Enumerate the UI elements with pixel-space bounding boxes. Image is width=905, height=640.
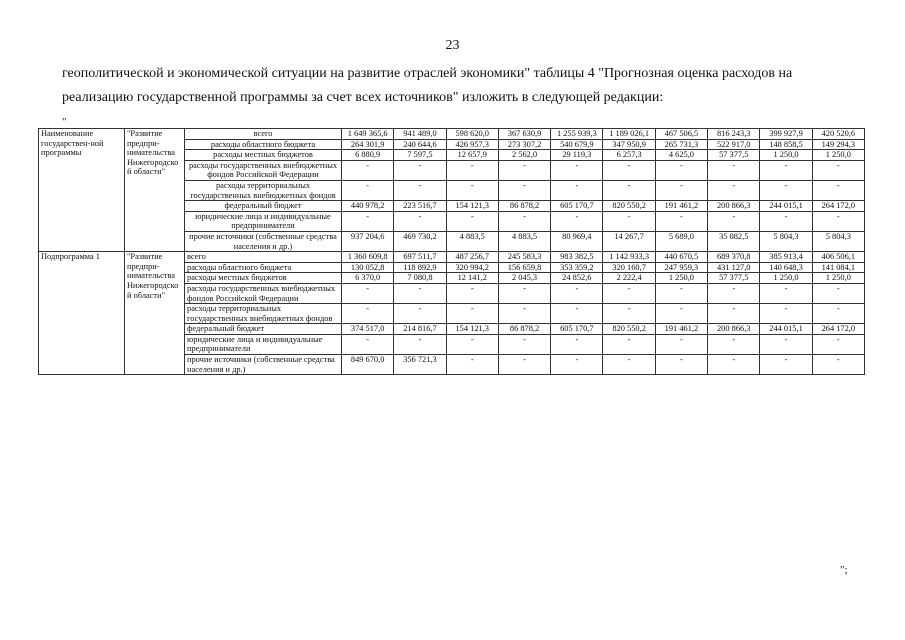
amount-cell: - xyxy=(551,334,603,354)
amount-cell: 7 080,8 xyxy=(394,273,446,284)
amount-cell: 320 994,2 xyxy=(446,262,498,273)
funding-source-cell: всего xyxy=(185,129,342,140)
funding-source-cell: всего xyxy=(185,252,342,263)
funding-source-cell: федеральный бюджет xyxy=(185,324,342,335)
amount-cell: - xyxy=(498,334,550,354)
amount-cell: 487 256,7 xyxy=(446,252,498,263)
amount-cell: 598 620,0 xyxy=(446,129,498,140)
amount-cell: - xyxy=(708,283,760,303)
amount-cell: 12 657,9 xyxy=(446,150,498,161)
amount-cell: 522 917,0 xyxy=(708,139,760,150)
funding-source-cell: расходы государственных внебюджетных фондов Российской Федерации xyxy=(185,283,342,303)
amount-cell: - xyxy=(342,180,394,200)
amount-cell: 240 644,6 xyxy=(394,139,446,150)
amount-cell: - xyxy=(394,334,446,354)
amount-cell: 141 084,1 xyxy=(812,262,864,273)
amount-cell: - xyxy=(551,283,603,303)
program-title-cell: "Развитие предпри-нимательства Нижегородской области" xyxy=(125,129,185,252)
amount-cell: 14 267,7 xyxy=(603,231,655,251)
amount-cell: - xyxy=(603,334,655,354)
amount-cell: 29 119,3 xyxy=(551,150,603,161)
intro-line-1: геополитической и экономической ситуации на развитие отраслей экономики" таблицы 4 "Прогнозная оценка расходов на xyxy=(62,66,793,81)
amount-cell: 200 866,3 xyxy=(708,324,760,335)
amount-cell: 264 172,0 xyxy=(812,201,864,212)
amount-cell: - xyxy=(812,180,864,200)
amount-cell: 86 878,2 xyxy=(498,324,550,335)
amount-cell: 4 883,5 xyxy=(498,231,550,251)
amount-cell: - xyxy=(760,304,812,324)
amount-cell: 1 189 026,1 xyxy=(603,129,655,140)
amount-cell: - xyxy=(498,180,550,200)
amount-cell: - xyxy=(603,304,655,324)
amount-cell: 605 170,7 xyxy=(551,324,603,335)
amount-cell: 399 927,9 xyxy=(760,129,812,140)
amount-cell: - xyxy=(603,355,655,375)
amount-cell: 148 858,5 xyxy=(760,139,812,150)
amount-cell: 820 550,2 xyxy=(603,201,655,212)
amount-cell: 154 121,3 xyxy=(446,324,498,335)
funding-source-cell: расходы территориальных государственных внебюджетных фондов xyxy=(185,304,342,324)
amount-cell: - xyxy=(760,160,812,180)
amount-cell: 5 804,3 xyxy=(812,231,864,251)
page-number: 23 xyxy=(445,38,460,53)
intro-line-2: реализацию государственной программы за счет всех источников" изложить в следующей редакции: xyxy=(62,90,664,105)
amount-cell: - xyxy=(551,211,603,231)
amount-cell: 86 878,2 xyxy=(498,201,550,212)
amount-cell: - xyxy=(446,304,498,324)
funding-source-cell: юридические лица и индивидуальные предприниматели xyxy=(185,211,342,231)
amount-cell: 214 816,7 xyxy=(394,324,446,335)
amount-cell: 24 852,6 xyxy=(551,273,603,284)
amount-cell: - xyxy=(394,304,446,324)
amount-cell: - xyxy=(603,180,655,200)
amount-cell: 264 172,0 xyxy=(812,324,864,335)
funding-source-cell: расходы территориальных государственных внебюджетных фондов xyxy=(185,180,342,200)
amount-cell: - xyxy=(708,180,760,200)
amount-cell: 149 294,3 xyxy=(812,139,864,150)
amount-cell: 467 506,5 xyxy=(655,129,707,140)
amount-cell: 353 359,2 xyxy=(551,262,603,273)
amount-cell: - xyxy=(342,211,394,231)
program-level-cell: Подпрограмма 1 xyxy=(39,252,125,375)
amount-cell: - xyxy=(760,211,812,231)
amount-cell: 264 301,9 xyxy=(342,139,394,150)
intro-paragraph xyxy=(62,62,862,110)
amount-cell: 1 250,0 xyxy=(760,273,812,284)
amount-cell: - xyxy=(708,160,760,180)
amount-cell: 265 731,3 xyxy=(655,139,707,150)
amount-cell: - xyxy=(446,283,498,303)
amount-cell: - xyxy=(342,304,394,324)
amount-cell: 5 689,0 xyxy=(655,231,707,251)
amount-cell: 1 360 609,8 xyxy=(342,252,394,263)
amount-cell: 156 659,8 xyxy=(498,262,550,273)
funding-source-cell: прочие источники (собственные средства населения и др.) xyxy=(185,355,342,375)
amount-cell: 1 142 933,3 xyxy=(603,252,655,263)
amount-cell: - xyxy=(655,334,707,354)
amount-cell: - xyxy=(342,283,394,303)
amount-cell: 1 250,0 xyxy=(812,273,864,284)
amount-cell: 941 489,0 xyxy=(394,129,446,140)
amount-cell: 1 250,0 xyxy=(655,273,707,284)
amount-cell: 367 630,9 xyxy=(498,129,550,140)
amount-cell: 4 625,0 xyxy=(655,150,707,161)
funding-source-cell: расходы государственных внебюджетных фондов Российской Федерации xyxy=(185,160,342,180)
amount-cell: 385 913,4 xyxy=(760,252,812,263)
amount-cell: 200 866,3 xyxy=(708,201,760,212)
amount-cell: - xyxy=(446,160,498,180)
amount-cell: 118 892,9 xyxy=(394,262,446,273)
amount-cell: 6 880,9 xyxy=(342,150,394,161)
amount-cell: - xyxy=(603,211,655,231)
amount-cell: - xyxy=(342,160,394,180)
amount-cell: 244 015,1 xyxy=(760,201,812,212)
amount-cell: 191 461,2 xyxy=(655,201,707,212)
amount-cell: 154 121,3 xyxy=(446,201,498,212)
amount-cell: 57 377,5 xyxy=(708,273,760,284)
amount-cell: - xyxy=(446,334,498,354)
amount-cell: - xyxy=(551,304,603,324)
funding-source-cell: прочие источники (собственные средства населения и др.) xyxy=(185,231,342,251)
funding-source-cell: юридические лица и индивидуальные предприниматели xyxy=(185,334,342,354)
amount-cell: - xyxy=(812,355,864,375)
amount-cell: 130 052,8 xyxy=(342,262,394,273)
funding-source-cell: расходы местных бюджетов xyxy=(185,273,342,284)
program-level-cell: Наименование государствен-ной программы xyxy=(39,129,125,252)
amount-cell: 223 516,7 xyxy=(394,201,446,212)
amount-cell: 7 597,5 xyxy=(394,150,446,161)
amount-cell: - xyxy=(708,334,760,354)
amount-cell: - xyxy=(812,334,864,354)
amount-cell: - xyxy=(551,180,603,200)
amount-cell: 320 160,7 xyxy=(603,262,655,273)
amount-cell: 816 243,3 xyxy=(708,129,760,140)
amount-cell: 57 377,5 xyxy=(708,150,760,161)
funding-source-cell: расходы областного бюджета xyxy=(185,139,342,150)
amount-cell: 469 730,2 xyxy=(394,231,446,251)
amount-cell: 4 883,5 xyxy=(446,231,498,251)
funding-source-cell: федеральный бюджет xyxy=(185,201,342,212)
amount-cell: 431 127,0 xyxy=(708,262,760,273)
amount-cell: 35 082,5 xyxy=(708,231,760,251)
amount-cell: - xyxy=(342,334,394,354)
amount-cell: 1 649 365,6 xyxy=(342,129,394,140)
amount-cell: 2 562,0 xyxy=(498,150,550,161)
amount-cell: 12 141,2 xyxy=(446,273,498,284)
budget-table-body xyxy=(39,129,865,375)
funding-source-cell: расходы областного бюджета xyxy=(185,262,342,273)
amount-cell: - xyxy=(446,355,498,375)
amount-cell: - xyxy=(708,211,760,231)
amount-cell: 1 250,0 xyxy=(812,150,864,161)
amount-cell: 2 222,4 xyxy=(603,273,655,284)
amount-cell: - xyxy=(708,355,760,375)
amount-cell: 1 250,0 xyxy=(760,150,812,161)
closing-quote-mark: "; xyxy=(840,564,848,576)
amount-cell: 245 583,3 xyxy=(498,252,550,263)
amount-cell: - xyxy=(551,355,603,375)
amount-cell: - xyxy=(708,304,760,324)
amount-cell: - xyxy=(446,180,498,200)
amount-cell: - xyxy=(655,160,707,180)
amount-cell: - xyxy=(760,334,812,354)
amount-cell: 406 506,1 xyxy=(812,252,864,263)
amount-cell: 937 204,6 xyxy=(342,231,394,251)
amount-cell: - xyxy=(498,211,550,231)
amount-cell: 273 307,2 xyxy=(498,139,550,150)
amount-cell: 356 721,3 xyxy=(394,355,446,375)
amount-cell: - xyxy=(760,180,812,200)
amount-cell: 5 804,3 xyxy=(760,231,812,251)
amount-cell: 2 045,3 xyxy=(498,273,550,284)
amount-cell: - xyxy=(603,283,655,303)
amount-cell: - xyxy=(603,160,655,180)
amount-cell: 605 170,7 xyxy=(551,201,603,212)
amount-cell: 1 255 939,3 xyxy=(551,129,603,140)
amount-cell: - xyxy=(812,283,864,303)
amount-cell: - xyxy=(655,355,707,375)
amount-cell: 191 461,2 xyxy=(655,324,707,335)
amount-cell: 140 648,3 xyxy=(760,262,812,273)
amount-cell: - xyxy=(498,283,550,303)
amount-cell: - xyxy=(394,160,446,180)
amount-cell: - xyxy=(760,355,812,375)
amount-cell: - xyxy=(394,283,446,303)
funding-source-cell: расходы местных бюджетов xyxy=(185,150,342,161)
amount-cell: - xyxy=(498,160,550,180)
amount-cell: - xyxy=(498,304,550,324)
amount-cell: 440 670,5 xyxy=(655,252,707,263)
budget-forecast-table xyxy=(38,128,865,375)
amount-cell: 697 511,7 xyxy=(394,252,446,263)
amount-cell: 849 670,0 xyxy=(342,355,394,375)
amount-cell: - xyxy=(551,160,603,180)
amount-cell: 374 517,0 xyxy=(342,324,394,335)
amount-cell: - xyxy=(760,283,812,303)
amount-cell: 983 382,5 xyxy=(551,252,603,263)
amount-cell: 244 015,1 xyxy=(760,324,812,335)
amount-cell: 540 679,9 xyxy=(551,139,603,150)
amount-cell: 6 257,3 xyxy=(603,150,655,161)
amount-cell: 426 957,3 xyxy=(446,139,498,150)
amount-cell: - xyxy=(498,355,550,375)
amount-cell: - xyxy=(394,180,446,200)
amount-cell: 247 959,3 xyxy=(655,262,707,273)
amount-cell: 440 978,2 xyxy=(342,201,394,212)
table-row xyxy=(39,129,865,140)
amount-cell: - xyxy=(655,304,707,324)
amount-cell: 6 370,0 xyxy=(342,273,394,284)
amount-cell: - xyxy=(812,211,864,231)
amount-cell: 347 950,9 xyxy=(603,139,655,150)
amount-cell: 820 550,2 xyxy=(603,324,655,335)
amount-cell: - xyxy=(655,283,707,303)
amount-cell: - xyxy=(655,180,707,200)
amount-cell: 689 370,8 xyxy=(708,252,760,263)
table-row xyxy=(39,252,865,263)
amount-cell: - xyxy=(655,211,707,231)
amount-cell: 80 969,4 xyxy=(551,231,603,251)
amount-cell: - xyxy=(394,211,446,231)
amount-cell: 420 520,6 xyxy=(812,129,864,140)
amount-cell: - xyxy=(446,211,498,231)
opening-quote-mark: " xyxy=(62,116,67,128)
amount-cell: - xyxy=(812,160,864,180)
program-title-cell: "Развитие предпри-нимательства Нижегородской области" xyxy=(125,252,185,375)
amount-cell: - xyxy=(812,304,864,324)
